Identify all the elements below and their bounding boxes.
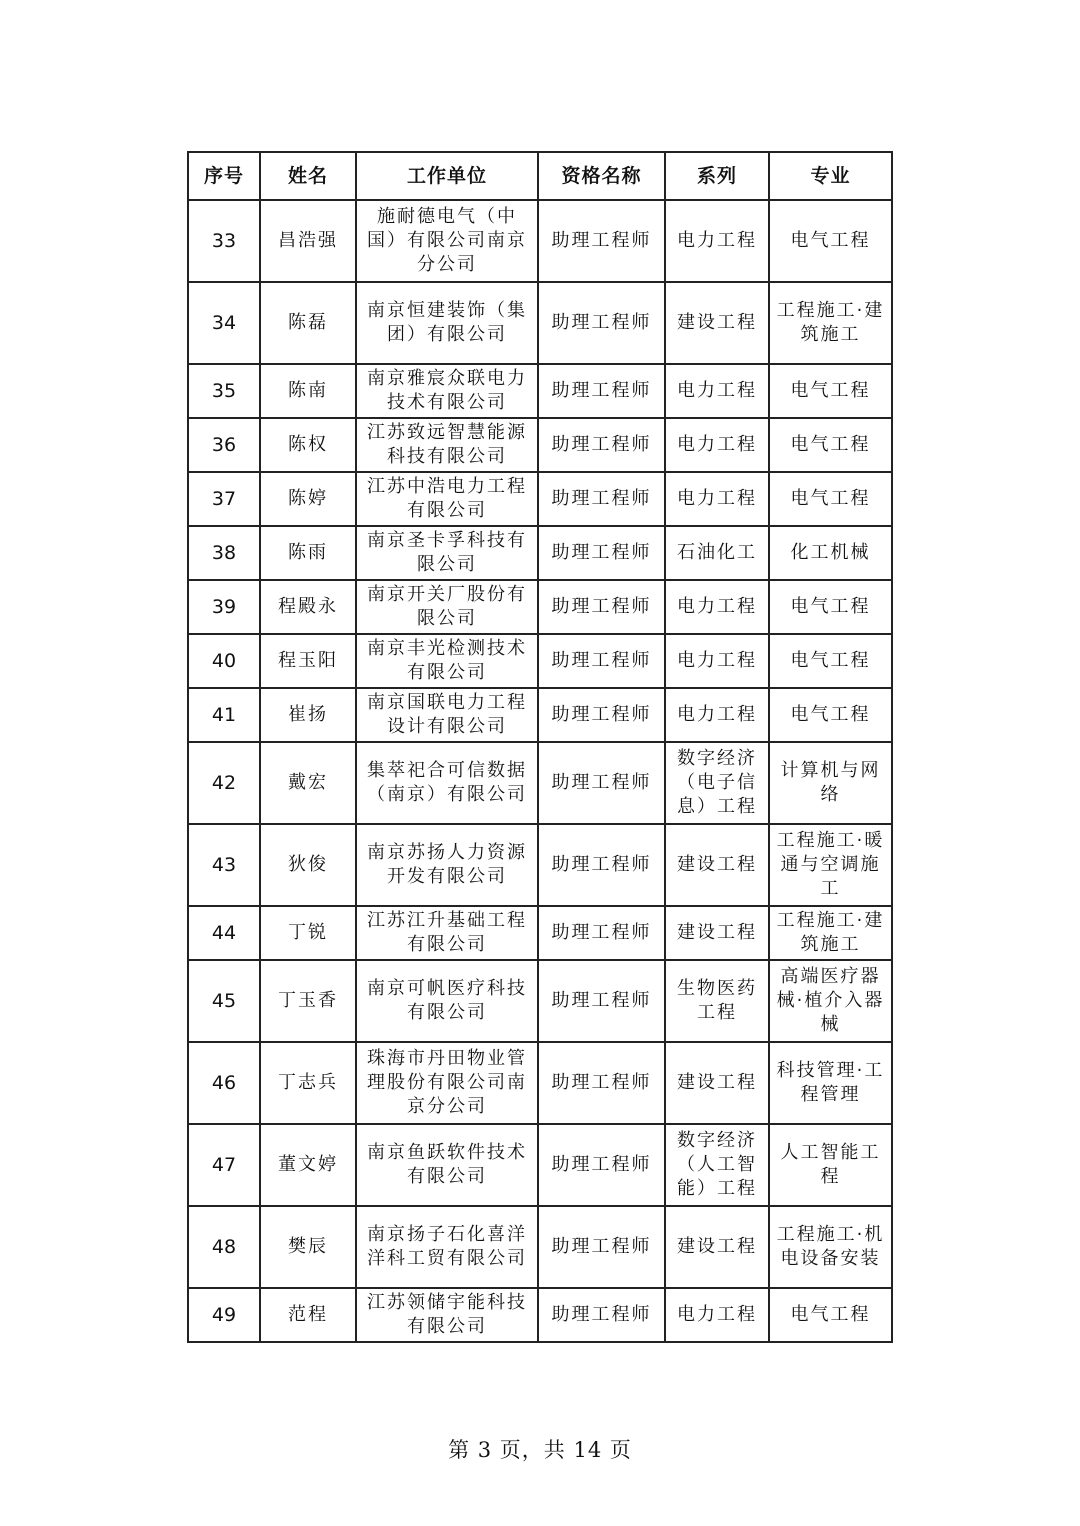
- cell-qualification: 助理工程师: [538, 200, 665, 282]
- table-row: [188, 1124, 892, 1206]
- cell-name: 陈婷: [260, 472, 356, 526]
- roster-table: [187, 151, 893, 1343]
- cell-name: 陈磊: [260, 282, 356, 364]
- cell-unit: 南京圣卡孚科技有限公司: [356, 526, 538, 580]
- cell-major: 工程施工·暖通与空调施工: [769, 824, 892, 906]
- cell-series: 电力工程: [665, 200, 769, 282]
- cell-index: 43: [188, 824, 260, 906]
- cell-name: 程玉阳: [260, 634, 356, 688]
- cell-index: 44: [188, 906, 260, 960]
- cell-qualification: 助理工程师: [538, 1288, 665, 1342]
- cell-major: 化工机械: [769, 526, 892, 580]
- table-row: [188, 688, 892, 742]
- cell-unit: 江苏中浩电力工程有限公司: [356, 472, 538, 526]
- cell-series: 数字经济（人工智能）工程: [665, 1124, 769, 1206]
- cell-major: 计算机与网络: [769, 742, 892, 824]
- cell-series: 建设工程: [665, 282, 769, 364]
- cell-series: 建设工程: [665, 824, 769, 906]
- cell-index: 46: [188, 1042, 260, 1124]
- cell-name: 丁玉香: [260, 960, 356, 1042]
- cell-series: 生物医药工程: [665, 960, 769, 1042]
- cell-index: 42: [188, 742, 260, 824]
- table-row: [188, 906, 892, 960]
- cell-series: 电力工程: [665, 364, 769, 418]
- cell-index: 33: [188, 200, 260, 282]
- cell-qualification: 助理工程师: [538, 282, 665, 364]
- cell-name: 陈雨: [260, 526, 356, 580]
- cell-series: 电力工程: [665, 472, 769, 526]
- cell-index: 37: [188, 472, 260, 526]
- cell-index: 38: [188, 526, 260, 580]
- cell-major: 电气工程: [769, 364, 892, 418]
- cell-unit: 江苏领储宇能科技有限公司: [356, 1288, 538, 1342]
- cell-series: 电力工程: [665, 688, 769, 742]
- table-header-row: [188, 152, 892, 200]
- cell-series: 电力工程: [665, 1288, 769, 1342]
- table-row: [188, 282, 892, 364]
- cell-unit: 江苏致远智慧能源科技有限公司: [356, 418, 538, 472]
- cell-series: 电力工程: [665, 634, 769, 688]
- cell-major: 电气工程: [769, 634, 892, 688]
- cell-qualification: 助理工程师: [538, 824, 665, 906]
- cell-qualification: 助理工程师: [538, 1206, 665, 1288]
- cell-series: 建设工程: [665, 1042, 769, 1124]
- cell-name: 樊辰: [260, 1206, 356, 1288]
- cell-unit: 施耐德电气（中国）有限公司南京分公司: [356, 200, 538, 282]
- cell-series: 数字经济（电子信息）工程: [665, 742, 769, 824]
- cell-index: 41: [188, 688, 260, 742]
- cell-qualification: 助理工程师: [538, 580, 665, 634]
- cell-name: 昌浩强: [260, 200, 356, 282]
- cell-name: 崔扬: [260, 688, 356, 742]
- cell-major: 人工智能工程: [769, 1124, 892, 1206]
- cell-name: 丁志兵: [260, 1042, 356, 1124]
- cell-series: 电力工程: [665, 580, 769, 634]
- header-qualification: 资格名称: [538, 152, 665, 200]
- cell-major: 电气工程: [769, 200, 892, 282]
- cell-qualification: 助理工程师: [538, 364, 665, 418]
- cell-unit: 南京鱼跃软件技术有限公司: [356, 1124, 538, 1206]
- table-row: [188, 526, 892, 580]
- cell-major: 电气工程: [769, 580, 892, 634]
- cell-series: 电力工程: [665, 418, 769, 472]
- cell-index: 49: [188, 1288, 260, 1342]
- table-row: [188, 634, 892, 688]
- table-row: [188, 824, 892, 906]
- cell-unit: 南京雅宸众联电力技术有限公司: [356, 364, 538, 418]
- cell-series: 建设工程: [665, 906, 769, 960]
- page-footer: 第 3 页，共 14 页: [448, 1438, 632, 1462]
- cell-unit: 南京苏扬人力资源开发有限公司: [356, 824, 538, 906]
- cell-unit: 珠海市丹田物业管理股份有限公司南京分公司: [356, 1042, 538, 1124]
- cell-name: 范程: [260, 1288, 356, 1342]
- header-major: 专业: [769, 152, 892, 200]
- cell-name: 程殿永: [260, 580, 356, 634]
- cell-unit: 南京开关厂股份有限公司: [356, 580, 538, 634]
- cell-qualification: 助理工程师: [538, 742, 665, 824]
- header-unit: 工作单位: [356, 152, 538, 200]
- cell-qualification: 助理工程师: [538, 688, 665, 742]
- table-row: [188, 418, 892, 472]
- cell-qualification: 助理工程师: [538, 906, 665, 960]
- cell-qualification: 助理工程师: [538, 472, 665, 526]
- cell-qualification: 助理工程师: [538, 1124, 665, 1206]
- table-row: [188, 580, 892, 634]
- cell-major: 科技管理·工程管理: [769, 1042, 892, 1124]
- cell-major: 工程施工·建筑施工: [769, 906, 892, 960]
- cell-name: 陈权: [260, 418, 356, 472]
- cell-index: 40: [188, 634, 260, 688]
- table-row: [188, 200, 892, 282]
- cell-unit: 南京可帆医疗科技有限公司: [356, 960, 538, 1042]
- cell-series: 建设工程: [665, 1206, 769, 1288]
- cell-unit: 南京扬子石化喜洋洋科工贸有限公司: [356, 1206, 538, 1288]
- cell-name: 陈南: [260, 364, 356, 418]
- cell-qualification: 助理工程师: [538, 634, 665, 688]
- cell-unit: 集萃祀合可信数据（南京）有限公司: [356, 742, 538, 824]
- header-index: 序号: [188, 152, 260, 200]
- header-series: 系列: [665, 152, 769, 200]
- table-row: [188, 364, 892, 418]
- cell-qualification: 助理工程师: [538, 1042, 665, 1124]
- cell-major: 电气工程: [769, 688, 892, 742]
- cell-name: 丁锐: [260, 906, 356, 960]
- cell-index: 35: [188, 364, 260, 418]
- cell-name: 戴宏: [260, 742, 356, 824]
- cell-index: 45: [188, 960, 260, 1042]
- cell-index: 34: [188, 282, 260, 364]
- cell-name: 董文婷: [260, 1124, 356, 1206]
- table-row: [188, 960, 892, 1042]
- header-name: 姓名: [260, 152, 356, 200]
- table-row: [188, 1288, 892, 1342]
- cell-index: 47: [188, 1124, 260, 1206]
- cell-major: 电气工程: [769, 1288, 892, 1342]
- cell-index: 48: [188, 1206, 260, 1288]
- cell-major: 电气工程: [769, 472, 892, 526]
- cell-name: 狄俊: [260, 824, 356, 906]
- table-row: [188, 1206, 892, 1288]
- cell-index: 39: [188, 580, 260, 634]
- cell-major: 高端医疗器械·植介入器械: [769, 960, 892, 1042]
- cell-qualification: 助理工程师: [538, 418, 665, 472]
- cell-major: 电气工程: [769, 418, 892, 472]
- cell-qualification: 助理工程师: [538, 960, 665, 1042]
- table-row: [188, 1042, 892, 1124]
- table-row: [188, 472, 892, 526]
- cell-unit: 南京国联电力工程设计有限公司: [356, 688, 538, 742]
- cell-qualification: 助理工程师: [538, 526, 665, 580]
- cell-unit: 江苏江升基础工程有限公司: [356, 906, 538, 960]
- table-row: [188, 742, 892, 824]
- cell-series: 石油化工: [665, 526, 769, 580]
- cell-major: 工程施工·机电设备安装: [769, 1206, 892, 1288]
- cell-major: 工程施工·建筑施工: [769, 282, 892, 364]
- cell-unit: 南京丰光检测技术有限公司: [356, 634, 538, 688]
- cell-index: 36: [188, 418, 260, 472]
- cell-unit: 南京恒建装饰（集团）有限公司: [356, 282, 538, 364]
